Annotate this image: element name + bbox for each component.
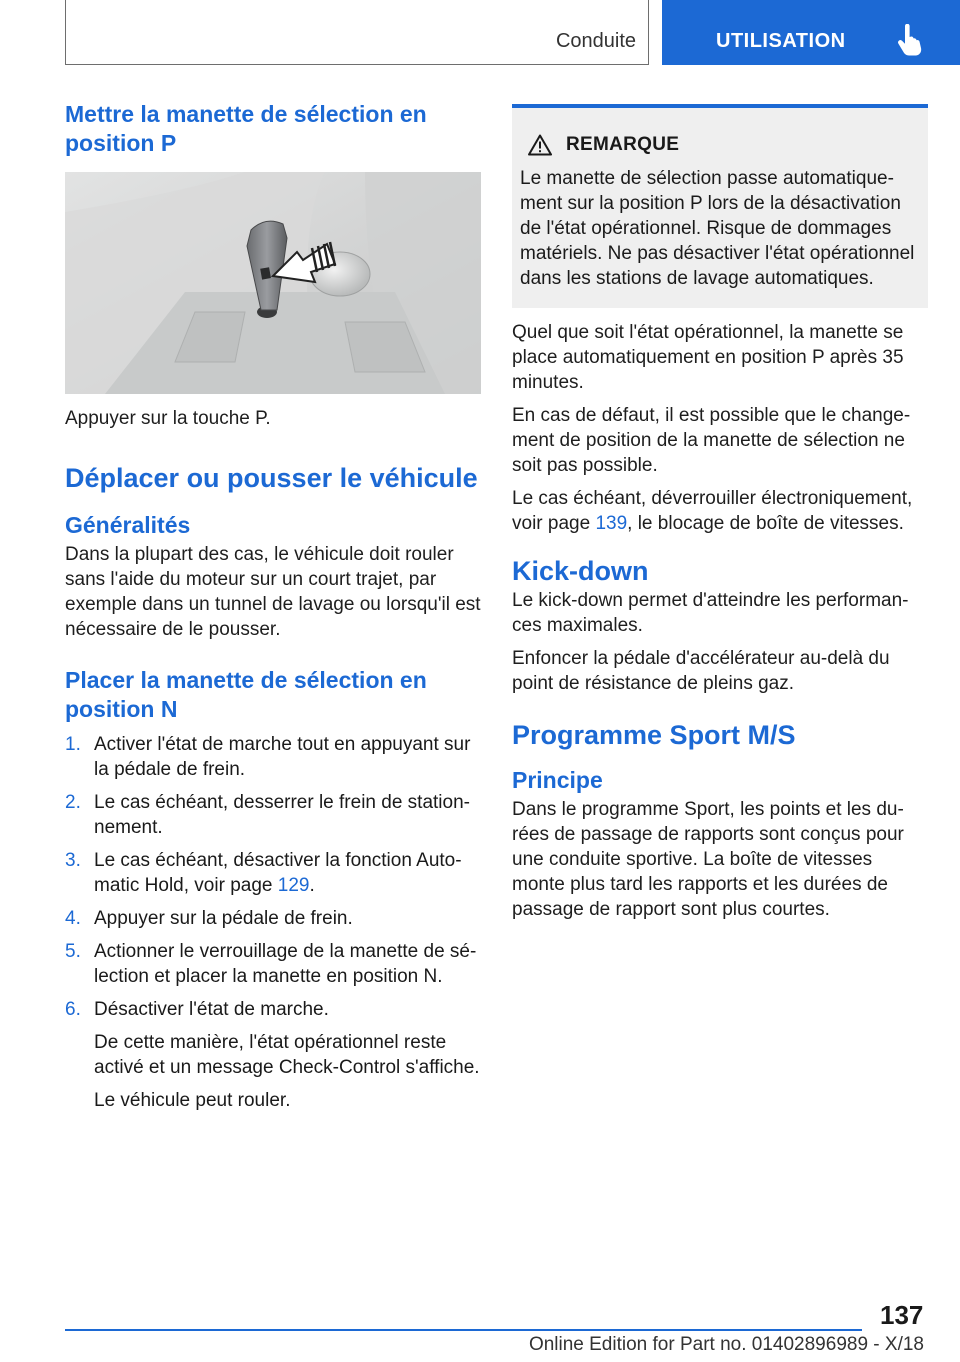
section-title-sport: Programme Sport M/S [512,720,796,750]
step-text: Actionner le verrouillage de la manette de sélection et placer la manette en position N. [94,941,477,987]
text-before-link: Le cas échéant, déverrouiller électroniquement, voir page [512,488,913,534]
step-number: 4. [65,908,81,929]
step6-result: Le véhicule peut rouler. [94,1090,291,1111]
paragraph-auto-park: Quel que soit l'état opérationnel, la manette se place automatiquement en position P après 35 minutes. [512,322,904,393]
photo-caption: Appuyer sur la touche P. [65,408,271,429]
step-text-after: . [309,875,315,896]
section-title-kick-down: Kick-down [512,556,649,586]
subsection-title-position-n: Placer la manette de sélection en position N [65,667,427,722]
list-item [65,906,481,931]
header-section-tab [65,0,649,65]
step-number: 2. [65,792,81,813]
list-item [65,997,481,1022]
step-text-before: Le cas échéant, désactiver la fonction Automatic Hold, voir page [94,850,462,896]
subsection-title-generalites: Généralités [65,512,191,538]
list-item [65,790,481,840]
step-number: 3. [65,850,81,871]
paragraph-defaut: En cas de défaut, il est possible que le changement de position de la manette de sélection ne soit pas possible. [512,405,911,476]
section-title-deplacer: Déplacer ou pousser le véhicule [65,463,478,493]
subsection-title-principe: Principe [512,767,603,793]
step-text: Le cas échéant, desserrer le frein de stationnement. [94,792,470,838]
step-number: 1. [65,734,81,755]
kick-down-text-1: Le kick-down permet d'atteindre les performances maximales. [512,590,909,636]
step-number: 5. [65,941,81,962]
left-column [65,100,481,1113]
step-text [94,848,481,898]
note-title: REMARQUE [566,134,680,155]
step-text: Désactiver l'état de marche. [94,999,329,1020]
gear-selector-photo [65,172,481,394]
page-link-139[interactable]: 139 [595,513,628,534]
text-after-link: , le blocage de boîte de vitesses. [627,513,904,534]
warning-triangle-icon [528,134,552,156]
footer-divider [65,1329,862,1331]
header-section-label: Conduite [555,30,636,52]
principe-text: Dans le programme Sport, les points et les durées de passage de rapports sont conçus pour une conduite sportive. La boîte de vitesses monte plus tard les rapports et les durées de passage de rapport sont plus courtes. [512,799,904,920]
steps-list [65,732,481,1113]
section-title-position-p: Mettre la manette de sélection en position P [65,101,427,156]
step-text: Appuyer sur la pédale de frein. [94,908,353,929]
header-chapter-tab [662,0,960,65]
list-item [65,939,481,989]
hand-pointer-icon [896,24,922,56]
page-number: 137 [880,1300,924,1330]
page-link-129[interactable]: 129 [277,875,310,896]
footer-edition: Online Edition for Part no. 01402896989 - X/18 [528,1334,924,1355]
step6-detail: De cette manière, l'état opérationnel reste activé et un message Check-Control s'affiche. [94,1032,480,1078]
step-text: Activer l'état de marche tout en appuyant sur la pédale de frein. [94,734,471,780]
generalites-text: Dans la plupart des cas, le véhicule doit rouler sans l'aide du moteur sur un court trajet, par exemple dans un tunnel de lavage ou lorsqu'il est nécessaire de le pousser. [65,544,481,640]
step-number: 6. [65,999,81,1020]
right-column [512,104,928,922]
list-item [65,848,481,898]
list-item [65,732,481,782]
note-text: Le manette de sélection passe automatiquement sur la position P lors de la désactivation de l'état opérationnel. Risque de dommages matériels. Ne pas désactiver l'état opérationnel dans les stations de lavage automatiques. [520,168,915,289]
header-chapter-label: UTILISATION [716,30,846,52]
kick-down-text-2: Enfoncer la pédale d'accélérateur au-delà du point de résistance de pleins gaz. [512,648,890,694]
paragraph-deverrouiller [512,486,928,536]
note-header [528,134,920,156]
note-box [512,104,928,308]
